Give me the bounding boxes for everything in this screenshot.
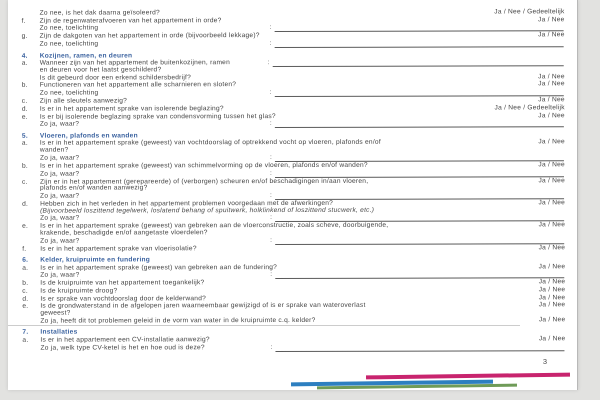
question-letter: d.: [21, 105, 28, 113]
question-row: [22, 33, 565, 41]
question-text-main: Zo ja, heeft dit tot problemen geleid in de vorm van water in de kruipruimte c.q. kelder?: [40, 316, 316, 325]
question-text-main: Is dit gebeurd door een erkend schildersbedrijf?: [39, 73, 192, 82]
fill-in-line: [275, 89, 564, 97]
fill-colon: :: [270, 271, 273, 279]
fill-in-line: [275, 25, 564, 33]
question-text: [40, 106, 390, 114]
question-letter: e.: [22, 223, 29, 231]
fill-in-row: [22, 272, 565, 280]
fill-colon: :: [269, 40, 272, 48]
question-letter: d.: [22, 295, 29, 303]
question-text: [40, 163, 390, 171]
section-number: 6.: [22, 256, 29, 264]
section-title: Vloeren, plafonds en wanden: [39, 132, 138, 140]
question-text-main: Is er in het appartement sprake (geweest) van schimmelvorming op de vloeren, plafonds en/of wanden?: [39, 161, 368, 170]
question-text-main: Is de kruipruimte van het appartement toegankelijk?: [40, 279, 205, 288]
fill-colon: :: [270, 214, 273, 222]
answer-options: Ja / Nee: [538, 176, 566, 184]
fill-label: Zo nee, toelichting: [39, 24, 99, 33]
question-text: Wanneer zijn van het appartement de buitenkozijnen, ramen en deuren voor het laatst geschilderd?: [39, 59, 231, 74]
question-letter: d.: [22, 200, 29, 208]
question-text: [40, 337, 390, 345]
answer-options: Ja / Nee: [538, 31, 565, 39]
answer-options: Ja / Nee: [538, 278, 566, 286]
answer-options: Ja / Nee: [538, 221, 566, 229]
question-text: [40, 33, 390, 41]
fill-in-line: [273, 60, 564, 68]
fill-colon: :: [270, 236, 273, 244]
question-text: [40, 223, 390, 237]
question-text-main: Zijn alle sleutels aanwezig?: [39, 97, 128, 105]
questionnaire-body: [8, 0, 578, 352]
question-fill-row: [22, 60, 565, 75]
question-letter: a.: [21, 140, 28, 148]
question-row: [22, 287, 565, 295]
fill-colon: :: [269, 120, 272, 128]
fill-in-line: [275, 237, 564, 245]
question-text-main: Hebben zich in het verleden in het appartement problemen voorgedaan met de afwerkingen?: [40, 199, 334, 208]
question-note: (Bijvoorbeeld loszittend tegelwerk, loslatend behang of spuitwerk, holklinkend of loszittend stucwerk, etc.): [40, 206, 375, 215]
section-header: [22, 52, 565, 60]
question-text: [40, 201, 390, 215]
section-number: 7.: [22, 328, 29, 336]
answer-options: Ja / Nee: [538, 199, 566, 207]
question-letter: f.: [21, 17, 26, 25]
scanned-page: [8, 0, 578, 390]
section-title: Kozijnen, ramen, en deuren: [39, 52, 133, 60]
fill-colon: :: [270, 192, 273, 200]
question-row: [22, 200, 565, 215]
question-text: [40, 280, 390, 288]
question-text-main: Is er bij isolerende beglazing sprake van condensvorming tussen het glas?: [39, 112, 276, 121]
fill-in-row: [22, 25, 565, 33]
fill-label: Zo nee, toelichting: [39, 89, 99, 97]
question-text: [40, 178, 390, 192]
fill-in-line: [275, 40, 564, 48]
question-row: [22, 336, 565, 344]
question-letter: b.: [21, 162, 28, 170]
scan-crease-line: [8, 325, 520, 326]
question-text: [40, 303, 390, 317]
section-title: Kelder, kruipruimte en fundering: [40, 256, 151, 264]
question-letter: a.: [22, 336, 29, 344]
question-text-main: Is er sprake van vochtdoorslag door de kelderwand?: [40, 295, 207, 303]
fill-colon: :: [270, 343, 273, 351]
fill-label: Zo ja, waar?: [40, 271, 80, 280]
answer-options: Ja / Nee: [538, 294, 566, 302]
answer-options: Ja / Nee: [538, 262, 566, 271]
fill-in-line: [275, 215, 564, 223]
question-text: [40, 288, 390, 296]
fill-label: Zo ja, waar?: [39, 170, 80, 178]
question-letter: f.: [22, 245, 27, 253]
answer-options: Ja / Nee / Gedeeltelijk: [494, 8, 565, 16]
section-number: 4.: [21, 52, 28, 60]
fill-in-row: [22, 40, 565, 48]
question-letter: b.: [21, 82, 28, 90]
answer-options: Ja / Nee: [538, 316, 566, 324]
section-number: 5.: [21, 132, 28, 140]
page-number: 3: [542, 357, 547, 366]
question-row: [22, 245, 565, 253]
question-text: [40, 140, 390, 154]
question-row: [22, 303, 565, 318]
question-letter: a.: [21, 60, 28, 68]
question-text-main: Zijn er in het appartement (gerepareerde) of (verborgen) scheuren en/of beschadigingen in/aan vloeren, plafonds en/of wanden aanwezig?: [40, 177, 369, 192]
answer-options: Ja / Nee: [538, 73, 565, 81]
question-letter: c.: [22, 287, 28, 295]
question-row: [22, 280, 565, 288]
question-text-main: Is er in het appartement een CV-installatie aanwezig?: [40, 336, 210, 344]
question-letter: a.: [22, 264, 29, 272]
fill-in-line: [275, 121, 564, 129]
question-text-main: Is er in het appartement sprake (geweest) van gebreken aan de fundering?: [40, 263, 278, 272]
question-row: [22, 17, 565, 25]
answer-options: Ja / Nee / Gedeeltelijk: [494, 104, 565, 112]
answer-options: Ja / Nee: [538, 138, 565, 146]
answer-options: Ja / Nee: [538, 301, 566, 309]
section-header: [22, 256, 565, 264]
answer-options: Ja / Nee: [538, 244, 566, 252]
question-letter: e.: [22, 303, 29, 311]
fill-in-line: [275, 154, 564, 162]
fill-colon: :: [269, 169, 273, 177]
fill-colon: :: [267, 59, 270, 67]
question-row: [22, 140, 565, 155]
answer-options: Ja / Nee: [538, 96, 565, 104]
question-text: [40, 113, 390, 121]
fill-in-line: [275, 170, 564, 178]
fill-label: Zo ja, waar?: [40, 192, 80, 200]
question-row: [22, 97, 565, 105]
question-text: [40, 246, 390, 254]
question-text-main: Is de kruipruimte droog?: [40, 287, 118, 295]
question-letter: c.: [21, 97, 28, 105]
question-letter: c.: [22, 178, 28, 186]
fill-in-row: [22, 237, 565, 245]
answer-options: Ja / Nee: [538, 111, 565, 119]
question-text-main: Is de grondwaterstand in de afgelopen jaren waarneembaar gewijzigd of is er sprake van wateroverlast geweest?: [40, 302, 366, 317]
question-text-main: Is er in het appartement sprake (geweest) van vochtdoorslag of optrekkend vocht op vloeren, plafonds en/of wanden?: [39, 139, 381, 154]
question-text-main: Zijn de regenwaterafvoeren van het appartement in orde?: [39, 16, 222, 25]
answer-options: Ja / Nee: [538, 161, 565, 169]
section-title: Installaties: [40, 328, 78, 336]
fill-label: Zo ja, welk type CV-ketel is het en hoe oud is deze?: [40, 343, 205, 352]
question-text: [40, 264, 390, 272]
fill-label: Zo ja, waar?: [40, 214, 80, 223]
fill-label: Zo ja, waar?: [39, 120, 80, 128]
answer-options: Ja / Nee: [538, 15, 565, 24]
answer-options: Ja / Nee: [538, 335, 566, 343]
fill-in-line: [276, 344, 565, 352]
question-text: [40, 82, 390, 90]
question-text-main: Zo nee, is het dak daarna geïsoleerd?: [39, 9, 160, 17]
question-row: [22, 9, 565, 17]
question-text-main: Is er in het appartement sprake (geweest) van gebreken aan de vloerconstructie, zoals scheve, doorbuigende, krakende, beschadigde en/of aangetaste vloerdelen?: [40, 222, 389, 237]
question-text-main: Is er in het appartement sprake van vloerisolatie?: [40, 245, 197, 253]
question-row: [22, 82, 565, 90]
question-row: [22, 178, 565, 193]
fill-in-line: [275, 192, 564, 200]
question-row: [22, 113, 565, 121]
fill-label: Zo ja, waar?: [40, 237, 80, 245]
question-row: [22, 223, 565, 238]
fill-label: Zo nee, toelichting: [39, 40, 99, 48]
fill-label: Zo ja, waar?: [39, 154, 80, 162]
fill-in-row: [22, 344, 565, 352]
question-letter: b.: [22, 280, 29, 288]
fill-in-row: [22, 89, 565, 97]
fill-colon: :: [269, 89, 272, 97]
question-text-main: Zijn de dakgoten van het appartement in orde (bijvoorbeeld lekkage)?: [39, 32, 260, 41]
answer-options: Ja / Nee: [538, 80, 565, 88]
question-text: [40, 17, 390, 25]
question-row: [22, 105, 565, 113]
fill-in-row: [22, 121, 565, 129]
question-text-main: Is er in het appartement sprake van isolerende beglazing?: [39, 105, 224, 113]
question-letter: g.: [21, 33, 28, 41]
question-row: [22, 162, 565, 170]
question-row: [22, 264, 565, 272]
answer-options: Ja / Nee: [538, 286, 566, 294]
question-text-main: Functioneren van het appartement alle scharnieren en sloten?: [39, 81, 237, 90]
question-letter: e.: [21, 113, 28, 121]
section-header: [22, 328, 565, 336]
question-row: [22, 74, 565, 82]
fill-colon: :: [269, 153, 273, 161]
fill-in-line: [275, 272, 564, 280]
fill-colon: :: [269, 24, 272, 32]
fill-in-row: [22, 170, 565, 178]
